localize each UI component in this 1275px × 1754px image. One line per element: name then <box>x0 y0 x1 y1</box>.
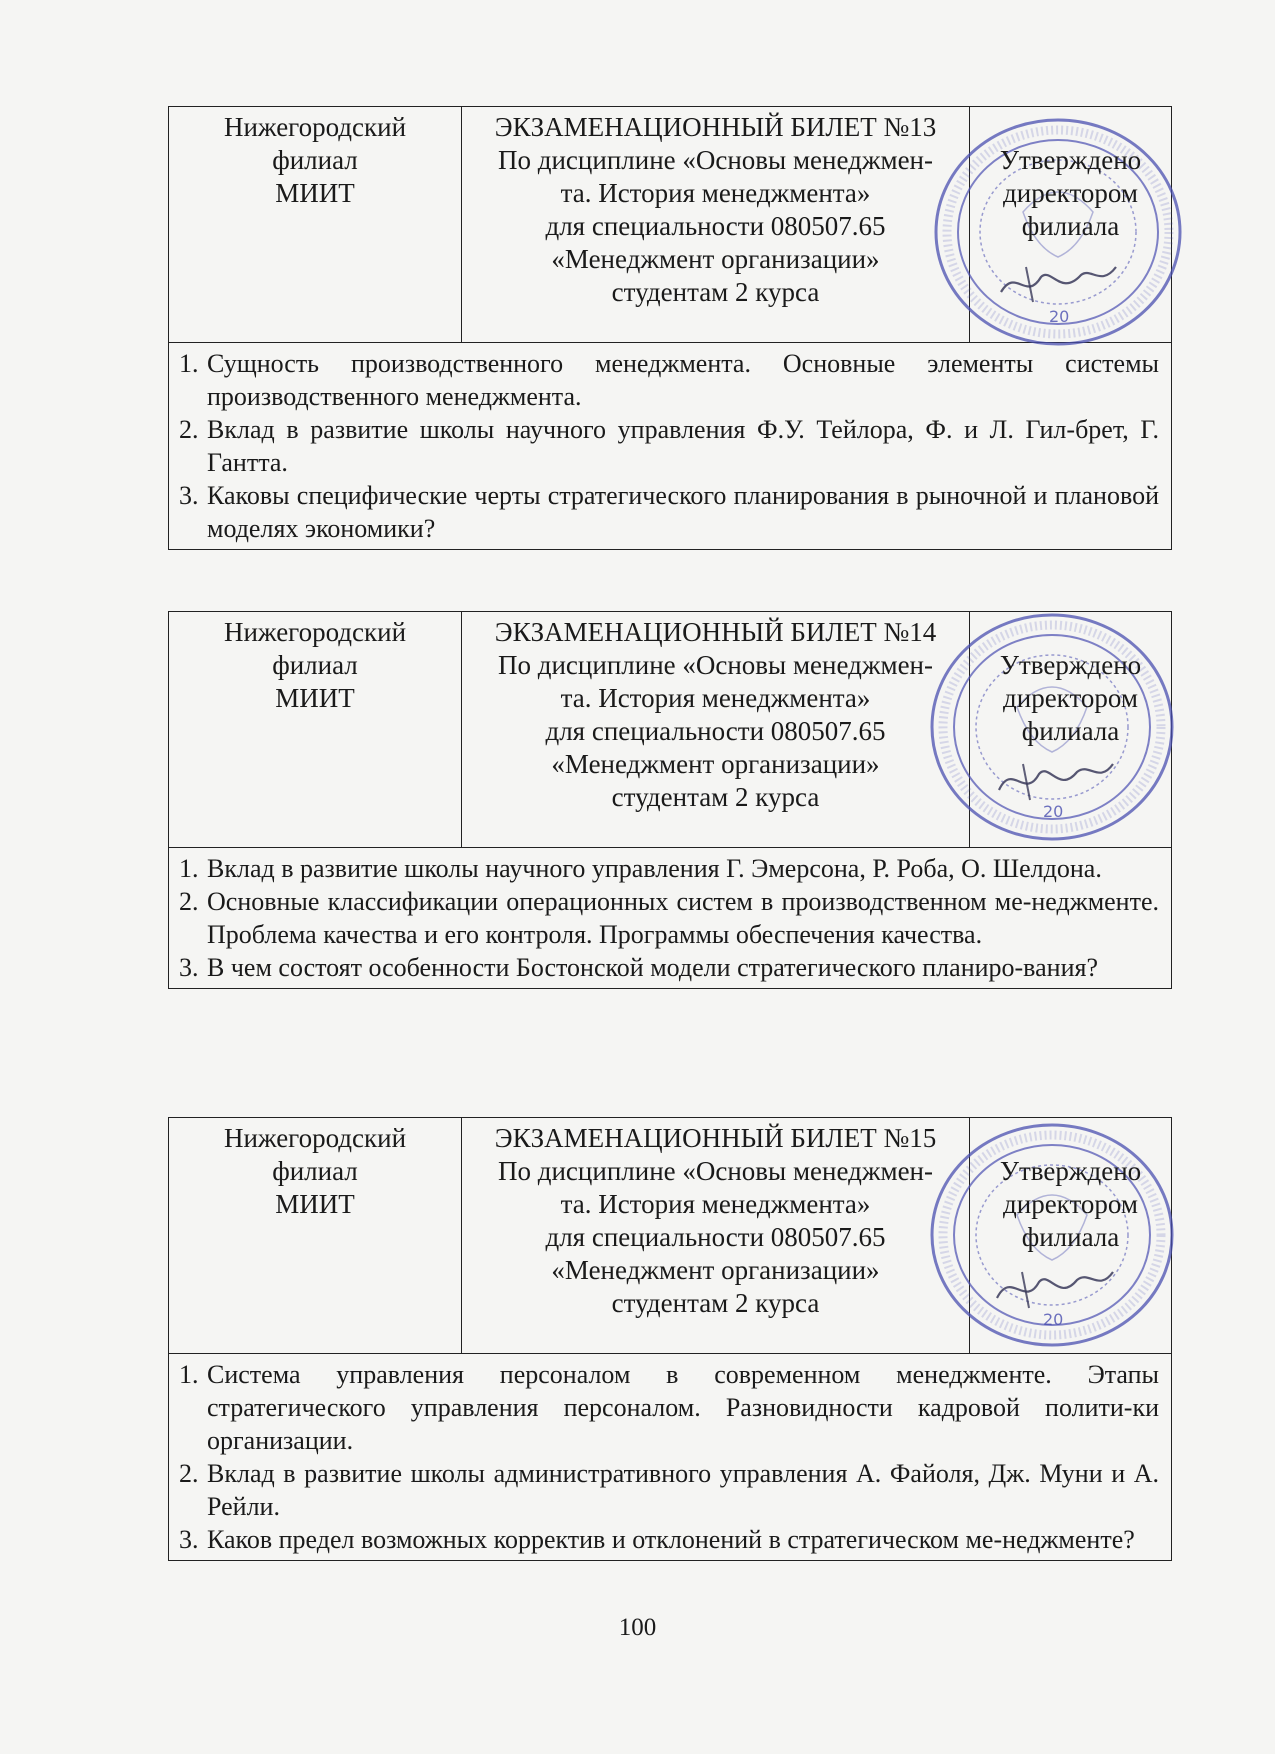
institution-cell <box>169 107 462 342</box>
question-item <box>179 1457 1159 1523</box>
question-item <box>179 347 1159 413</box>
specialty-line: для специальности 080507.65 <box>545 716 886 746</box>
exam-ticket-13 <box>168 106 1172 550</box>
question-item <box>179 413 1159 479</box>
institution-abbrev: МИИТ <box>275 683 355 713</box>
exam-ticket-14 <box>168 611 1172 989</box>
approval-label: директором <box>1003 683 1138 713</box>
page-number: 100 <box>618 1614 657 1641</box>
approval-label: Утверждено <box>999 650 1142 680</box>
ticket-title: ЭКЗАМЕНАЦИОННЫЙ БИЛЕТ №15 <box>494 1123 937 1153</box>
question-text: Вклад в развитие школы научного управления Ф.У. Тейлора, Ф. и Л. Гил-брет, Г. Гантта. <box>207 415 1159 477</box>
ticket-title: ЭКЗАМЕНАЦИОННЫЙ БИЛЕТ №13 <box>494 112 937 142</box>
svg-text:20: 20 <box>1043 1310 1064 1329</box>
institution-cell <box>169 1118 462 1353</box>
approval-label: директором <box>1003 178 1138 208</box>
specialty-line: для специальности 080507.65 <box>545 211 886 241</box>
question-text: Система управления персоналом в современном менеджменте. Этапы стратегического управления персоналом. Разновидности кадровой полити-ки организации. <box>207 1360 1159 1455</box>
institution-abbrev: МИИТ <box>275 178 355 208</box>
title-cell <box>462 107 970 342</box>
question-text: Сущность производственного менеджмента. Основные элементы системы производственного менеджмента. <box>207 349 1159 411</box>
institution-cell <box>169 612 462 847</box>
question-text: Основные классификации операционных систем в производственном ме-неджменте. Проблема качества и его контроля. Программы обеспечения качества. <box>207 887 1159 949</box>
specialty-name-line: «Менеджмент организации» <box>551 244 880 274</box>
question-item <box>179 852 1159 885</box>
question-number: 1. <box>179 1360 199 1389</box>
discipline-line: та. История менеджмента» <box>560 683 871 713</box>
question-item <box>179 885 1159 951</box>
institution-name: Нижегородский <box>223 617 407 647</box>
discipline-line: По дисциплине «Основы менеджмен- <box>498 145 933 175</box>
institution-abbrev: МИИТ <box>275 1189 355 1219</box>
question-number: 3. <box>179 481 199 510</box>
approval-cell <box>970 612 1171 847</box>
question-text: Вклад в развитие школы административного управления А. Файоля, Дж. Муни и А. Рейли. <box>207 1459 1159 1521</box>
approval-label: Утверждено <box>999 1156 1142 1186</box>
specialty-line: для специальности 080507.65 <box>545 1222 886 1252</box>
ticket-title: ЭКЗАМЕНАЦИОННЫЙ БИЛЕТ №14 <box>494 617 937 647</box>
approval-label: филиала <box>1021 716 1120 746</box>
title-cell <box>462 1118 970 1353</box>
specialty-name-line: «Менеджмент организации» <box>551 749 880 779</box>
ticket-header <box>169 1118 1171 1354</box>
svg-text:20: 20 <box>1049 307 1070 326</box>
question-item <box>179 479 1159 545</box>
svg-text:20: 20 <box>1043 802 1064 821</box>
question-number: 1. <box>179 854 199 883</box>
course-line: студентам 2 курса <box>611 1288 820 1318</box>
institution-name: Нижегородский <box>223 1123 407 1153</box>
exam-ticket-15 <box>168 1117 1172 1561</box>
approval-label: филиала <box>1021 211 1120 241</box>
question-number: 3. <box>179 953 199 982</box>
specialty-name-line: «Менеджмент организации» <box>551 1255 880 1285</box>
ticket-header <box>169 612 1171 848</box>
discipline-line: По дисциплине «Основы менеджмен- <box>498 650 933 680</box>
approval-label: филиала <box>1021 1222 1120 1252</box>
course-line: студентам 2 курса <box>611 277 820 307</box>
question-number: 3. <box>179 1525 199 1554</box>
discipline-line: та. История менеджмента» <box>560 178 871 208</box>
title-cell <box>462 612 970 847</box>
course-line: студентам 2 курса <box>611 782 820 812</box>
institution-branch: филиал <box>272 145 358 175</box>
question-number: 1. <box>179 349 199 378</box>
institution-branch: филиал <box>272 1156 358 1186</box>
question-item <box>179 1523 1159 1556</box>
questions-list <box>169 343 1171 549</box>
questions-list <box>169 848 1171 988</box>
question-item <box>179 1358 1159 1457</box>
discipline-line: та. История менеджмента» <box>560 1189 871 1219</box>
approval-cell <box>970 1118 1171 1353</box>
discipline-line: По дисциплине «Основы менеджмен- <box>498 1156 933 1186</box>
question-text: Вклад в развитие школы научного управления Г. Эмерсона, Р. Роба, О. Шелдона. <box>207 854 1102 883</box>
question-text: Каковы специфические черты стратегического планирования в рыночной и плановой моделях экономики? <box>207 481 1159 543</box>
approval-cell <box>970 107 1171 342</box>
question-text: Каков предел возможных корректив и отклонений в стратегическом ме-неджменте? <box>207 1525 1135 1554</box>
question-text: В чем состоят особенности Бостонской модели стратегического планиро-вания? <box>207 953 1098 982</box>
question-number: 2. <box>179 415 199 444</box>
questions-list <box>169 1354 1171 1560</box>
question-number: 2. <box>179 1459 199 1488</box>
question-number: 2. <box>179 887 199 916</box>
institution-name: Нижегородский <box>223 112 407 142</box>
approval-label: Утверждено <box>999 145 1142 175</box>
approval-label: директором <box>1003 1189 1138 1219</box>
ticket-header <box>169 107 1171 343</box>
institution-branch: филиал <box>272 650 358 680</box>
question-item <box>179 951 1159 984</box>
